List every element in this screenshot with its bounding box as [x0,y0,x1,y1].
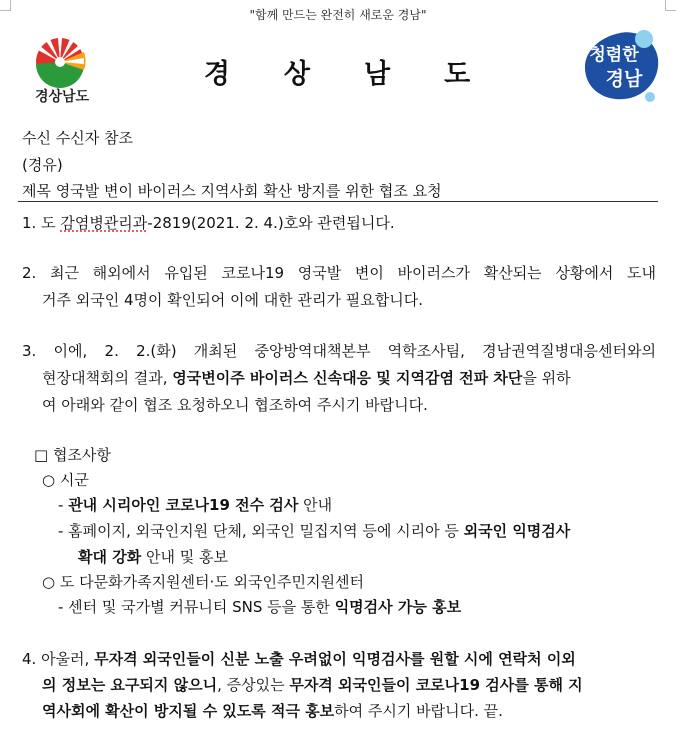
slogan: "함께 만드는 완전히 새로운 경남" [249,8,427,22]
item-support-centers-1: - 센터 및 국가별 커뮤니티 SNS 등을 통한 익명검사 가능 홍보 [58,598,462,616]
item-city-county-2: - 홈페이지, 외국인지원 단체, 외국인 밀집지역 등에 시리아 등 외국인 익명검사 [58,522,571,540]
item-city-county: ○ 시군 [42,471,89,489]
item-support-centers: ○ 도 다문화가족지원센터·도 외국인주민지원센터 [42,573,364,591]
paragraph-2-line-1: 2. 최근 해외에서 유입된 코로나19 영국발 변이 바이러스가 확산되는 상황에서 도내 [22,264,656,282]
paragraph-4-line-3: 역사회에 확산이 방지될 수 있도록 적극 홍보하여 주시기 바랍니다. 끝. [42,702,503,720]
via-line: (경유) [22,156,63,174]
subject-divider [18,201,658,202]
item-city-county-2-cont: 확대 강화 안내 및 홍보 [78,548,228,566]
subject-line: 제목 영국발 변이 바이러스 지역사회 확산 방지를 위한 협조 요청 [22,182,442,200]
emphasis-text: 영국변이주 바이러스 신속대응 및 지역감염 전파 차단 [172,369,523,387]
title-char: 경 [203,59,232,90]
title-char: 도 [444,59,473,90]
logo-left-label: 경상남도 [34,89,90,105]
title-char: 남 [364,59,393,90]
title-char: 상 [283,59,312,90]
paragraph-4-line-2: 의 정보는 요구되지 않으니, 증상있는 무자격 외국인들이 코로나19 검사를 통해 지 [42,676,583,694]
paragraph-3-line-3: 여 아래와 같이 협조 요청하오니 협조하여 주시기 바랍니다. [42,396,428,414]
cooperation-heading: □ 협조사항 [34,446,111,464]
item-city-county-1: - 관내 시리아인 코로나19 전수 검사 안내 [58,496,333,514]
reference-department: 감염병관리과 [60,214,148,232]
recipient-line: 수신 수신자 참조 [22,129,133,147]
paragraph-3-line-2: 현장대책회의 결과, 영국변이주 바이러스 신속대응 및 지역감염 전파 차단을 위하 [42,369,571,387]
paragraph-3-line-1: 3. 이에, 2. 2.(화) 개최된 중앙방역대책본부 역학조사팀, 경남권역질병대응센터와의 [22,342,656,360]
logo-right-line2: 경남 [605,68,643,90]
paragraph-1: 1. 도 감염병관리과-2819(2021. 2. 4.)호와 관련됩니다. [22,214,395,232]
integrity-gyeongnam-logo-icon [580,27,662,105]
logo-right-line1: 청렴한 [589,45,639,65]
paragraph-4-line-1: 4. 아울러, 무자격 외국인들이 신분 노출 우려없이 익명검사를 원할 시에 연락처 이외 [22,650,576,668]
document-title [0,52,676,91]
paragraph-2-line-2: 거주 외국인 4명이 확인되어 이에 대한 관리가 필요합니다. [42,291,423,309]
